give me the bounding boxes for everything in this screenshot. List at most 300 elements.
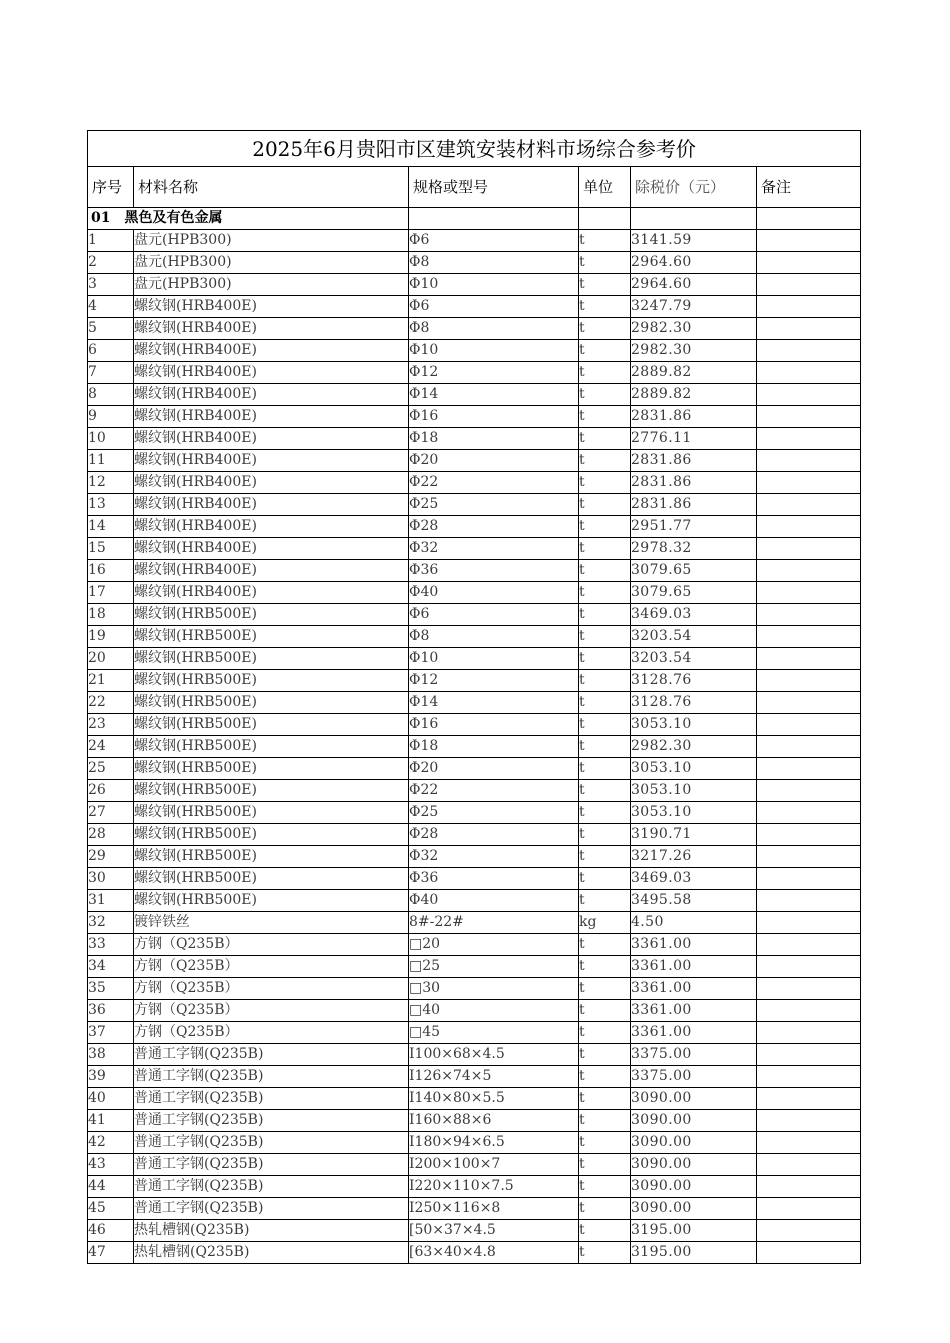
table-row [88, 626, 861, 648]
cell-material-name: 螺纹钢(HRB500E) [134, 648, 409, 670]
cell-note [757, 362, 861, 384]
cell-material-name: 普通工字钢(Q235B) [134, 1088, 409, 1110]
cell-specification: Φ36 [409, 560, 579, 582]
cell-material-name: 螺纹钢(HRB500E) [134, 670, 409, 692]
cell-specification: I126×74×5 [409, 1066, 579, 1088]
cell-unit: t [579, 1132, 631, 1154]
cell-price: 2982.30 [631, 340, 757, 362]
cell-index: 6 [88, 340, 134, 362]
cell-specification: [50×37×4.5 [409, 1220, 579, 1242]
table-row [88, 450, 861, 472]
cell-price: 2831.86 [631, 450, 757, 472]
cell-material-name: 螺纹钢(HRB400E) [134, 318, 409, 340]
table-row [88, 736, 861, 758]
cell-note [757, 472, 861, 494]
cell-specification: 8#-22# [409, 912, 579, 934]
cell-unit: t [579, 868, 631, 890]
table-row [88, 384, 861, 406]
cell-price: 3053.10 [631, 780, 757, 802]
cell-specification: Φ16 [409, 714, 579, 736]
cell-index: 16 [88, 560, 134, 582]
cell-material-name: 方钢（Q235B） [134, 956, 409, 978]
cell-unit: t [579, 450, 631, 472]
cell-specification: □25 [409, 956, 579, 978]
cell-note [757, 1176, 861, 1198]
cell-price: 2982.30 [631, 736, 757, 758]
cell-specification: I180×94×6.5 [409, 1132, 579, 1154]
cell-specification: Φ8 [409, 252, 579, 274]
cell-index: 30 [88, 868, 134, 890]
table-row [88, 560, 861, 582]
table-row [88, 362, 861, 384]
cell-note [757, 1066, 861, 1088]
cell-index: 11 [88, 450, 134, 472]
cell-note [757, 846, 861, 868]
cell-note [757, 340, 861, 362]
cell-index: 18 [88, 604, 134, 626]
cell-price: 3469.03 [631, 604, 757, 626]
category-spec-cell [409, 208, 579, 230]
cell-unit: t [579, 1110, 631, 1132]
cell-price: 2831.86 [631, 406, 757, 428]
cell-note [757, 824, 861, 846]
cell-unit: t [579, 406, 631, 428]
table-row [88, 1044, 861, 1066]
cell-material-name: 螺纹钢(HRB500E) [134, 802, 409, 824]
table-row [88, 1022, 861, 1044]
cell-note [757, 604, 861, 626]
category-group-cell [88, 208, 409, 230]
cell-unit: t [579, 362, 631, 384]
cell-specification: Φ20 [409, 758, 579, 780]
cell-index: 42 [88, 1132, 134, 1154]
table-row [88, 692, 861, 714]
category-note-cell [757, 208, 861, 230]
cell-unit: t [579, 1220, 631, 1242]
cell-index: 31 [88, 890, 134, 912]
cell-material-name: 方钢（Q235B） [134, 1000, 409, 1022]
cell-index: 4 [88, 296, 134, 318]
table-row [88, 912, 861, 934]
cell-price: 3079.65 [631, 560, 757, 582]
cell-unit: t [579, 538, 631, 560]
cell-price: 3203.54 [631, 648, 757, 670]
cell-index: 1 [88, 230, 134, 252]
cell-index: 35 [88, 978, 134, 1000]
cell-index: 41 [88, 1110, 134, 1132]
table-row [88, 868, 861, 890]
cell-price: 3375.00 [631, 1044, 757, 1066]
cell-material-name: 螺纹钢(HRB500E) [134, 890, 409, 912]
cell-unit: t [579, 560, 631, 582]
cell-index: 29 [88, 846, 134, 868]
category-label: 黑色及有色金属 [124, 210, 223, 226]
price-table-container [87, 130, 860, 1264]
cell-specification: Φ40 [409, 582, 579, 604]
cell-unit: t [579, 648, 631, 670]
cell-note [757, 802, 861, 824]
cell-material-name: 螺纹钢(HRB400E) [134, 582, 409, 604]
cell-note [757, 1022, 861, 1044]
table-row [88, 802, 861, 824]
cell-unit: t [579, 296, 631, 318]
cell-note [757, 318, 861, 340]
cell-price: 3090.00 [631, 1088, 757, 1110]
cell-price: 3141.59 [631, 230, 757, 252]
cell-note [757, 1198, 861, 1220]
table-row [88, 1132, 861, 1154]
cell-price: 3090.00 [631, 1154, 757, 1176]
cell-price: 3361.00 [631, 1022, 757, 1044]
table-row [88, 714, 861, 736]
cell-price: 3190.71 [631, 824, 757, 846]
cell-index: 24 [88, 736, 134, 758]
cell-index: 10 [88, 428, 134, 450]
table-row [88, 956, 861, 978]
cell-price: 3495.58 [631, 890, 757, 912]
cell-material-name: 热轧槽钢(Q235B) [134, 1220, 409, 1242]
cell-specification: Φ14 [409, 384, 579, 406]
cell-price: 3195.00 [631, 1242, 757, 1264]
cell-material-name: 螺纹钢(HRB400E) [134, 384, 409, 406]
cell-material-name: 普通工字钢(Q235B) [134, 1154, 409, 1176]
cell-index: 33 [88, 934, 134, 956]
table-body [88, 131, 861, 1264]
table-header-row [88, 167, 861, 208]
cell-specification: I160×88×6 [409, 1110, 579, 1132]
cell-material-name: 方钢（Q235B） [134, 978, 409, 1000]
cell-specification: Φ22 [409, 780, 579, 802]
table-row [88, 582, 861, 604]
cell-material-name: 螺纹钢(HRB400E) [134, 406, 409, 428]
table-row [88, 472, 861, 494]
cell-price: 3361.00 [631, 956, 757, 978]
cell-material-name: 方钢（Q235B） [134, 1022, 409, 1044]
column-header-price: 除税价（元） [631, 167, 757, 208]
cell-material-name: 螺纹钢(HRB500E) [134, 604, 409, 626]
cell-material-name: 普通工字钢(Q235B) [134, 1110, 409, 1132]
cell-index: 13 [88, 494, 134, 516]
cell-specification: □30 [409, 978, 579, 1000]
cell-specification: Φ40 [409, 890, 579, 912]
cell-specification: Φ18 [409, 736, 579, 758]
cell-index: 19 [88, 626, 134, 648]
cell-unit: t [579, 1154, 631, 1176]
table-row [88, 1066, 861, 1088]
cell-index: 20 [88, 648, 134, 670]
cell-specification: Φ12 [409, 670, 579, 692]
cell-specification: Φ6 [409, 604, 579, 626]
cell-specification: Φ10 [409, 274, 579, 296]
cell-material-name: 螺纹钢(HRB500E) [134, 692, 409, 714]
cell-material-name: 螺纹钢(HRB400E) [134, 450, 409, 472]
cell-unit: t [579, 582, 631, 604]
cell-unit: t [579, 670, 631, 692]
cell-specification: Φ36 [409, 868, 579, 890]
cell-material-name: 螺纹钢(HRB400E) [134, 494, 409, 516]
cell-specification: □45 [409, 1022, 579, 1044]
cell-note [757, 736, 861, 758]
table-row [88, 824, 861, 846]
table-row [88, 934, 861, 956]
cell-unit: t [579, 890, 631, 912]
table-row [88, 230, 861, 252]
table-row [88, 252, 861, 274]
cell-note [757, 296, 861, 318]
cell-material-name: 普通工字钢(Q235B) [134, 1176, 409, 1198]
column-header-unit: 单位 [579, 167, 631, 208]
cell-material-name: 方钢（Q235B） [134, 934, 409, 956]
table-row [88, 1000, 861, 1022]
table-row [88, 1088, 861, 1110]
cell-index: 14 [88, 516, 134, 538]
cell-price: 2951.77 [631, 516, 757, 538]
cell-note [757, 670, 861, 692]
cell-specification: Φ18 [409, 428, 579, 450]
cell-price: 3217.26 [631, 846, 757, 868]
cell-unit: t [579, 1044, 631, 1066]
cell-price: 3469.03 [631, 868, 757, 890]
cell-index: 3 [88, 274, 134, 296]
cell-index: 40 [88, 1088, 134, 1110]
table-row [88, 1110, 861, 1132]
cell-material-name: 螺纹钢(HRB500E) [134, 780, 409, 802]
cell-price: 2831.86 [631, 472, 757, 494]
cell-unit: t [579, 252, 631, 274]
category-group-row [88, 208, 861, 230]
cell-unit: t [579, 274, 631, 296]
cell-note [757, 714, 861, 736]
cell-material-name: 螺纹钢(HRB400E) [134, 428, 409, 450]
table-row [88, 890, 861, 912]
cell-price: 3361.00 [631, 1000, 757, 1022]
cell-note [757, 934, 861, 956]
column-header-note: 备注 [757, 167, 861, 208]
cell-index: 32 [88, 912, 134, 934]
cell-material-name: 螺纹钢(HRB400E) [134, 538, 409, 560]
cell-unit: t [579, 802, 631, 824]
cell-price: 3128.76 [631, 670, 757, 692]
cell-note [757, 384, 861, 406]
table-row [88, 406, 861, 428]
cell-unit: t [579, 1176, 631, 1198]
cell-unit: t [579, 1000, 631, 1022]
cell-specification: I100×68×4.5 [409, 1044, 579, 1066]
cell-unit: t [579, 604, 631, 626]
cell-note [757, 780, 861, 802]
cell-specification: □40 [409, 1000, 579, 1022]
cell-note [757, 1088, 861, 1110]
cell-material-name: 螺纹钢(HRB400E) [134, 472, 409, 494]
cell-price: 2776.11 [631, 428, 757, 450]
cell-index: 5 [88, 318, 134, 340]
column-header-index: 序号 [88, 167, 134, 208]
cell-material-name: 螺纹钢(HRB400E) [134, 362, 409, 384]
cell-unit: t [579, 1088, 631, 1110]
cell-price: 2889.82 [631, 362, 757, 384]
cell-note [757, 956, 861, 978]
cell-material-name: 热轧槽钢(Q235B) [134, 1242, 409, 1264]
cell-note [757, 428, 861, 450]
cell-unit: t [579, 1242, 631, 1264]
cell-specification: Φ25 [409, 494, 579, 516]
table-row [88, 538, 861, 560]
cell-index: 36 [88, 1000, 134, 1022]
cell-index: 26 [88, 780, 134, 802]
cell-material-name: 螺纹钢(HRB500E) [134, 758, 409, 780]
cell-price: 3361.00 [631, 934, 757, 956]
cell-price: 3247.79 [631, 296, 757, 318]
cell-note [757, 274, 861, 296]
cell-price: 3053.10 [631, 758, 757, 780]
table-row [88, 1176, 861, 1198]
cell-note [757, 252, 861, 274]
cell-specification: Φ32 [409, 538, 579, 560]
cell-unit: t [579, 934, 631, 956]
cell-unit: t [579, 428, 631, 450]
cell-material-name: 螺纹钢(HRB500E) [134, 714, 409, 736]
cell-index: 7 [88, 362, 134, 384]
cell-price: 2978.32 [631, 538, 757, 560]
table-row [88, 494, 861, 516]
cell-unit: t [579, 494, 631, 516]
cell-price: 3053.10 [631, 714, 757, 736]
table-row [88, 1198, 861, 1220]
cell-note [757, 516, 861, 538]
cell-index: 9 [88, 406, 134, 428]
cell-index: 2 [88, 252, 134, 274]
table-row [88, 648, 861, 670]
cell-material-name: 螺纹钢(HRB500E) [134, 846, 409, 868]
cell-note [757, 406, 861, 428]
table-row [88, 428, 861, 450]
cell-note [757, 1000, 861, 1022]
cell-index: 39 [88, 1066, 134, 1088]
cell-note [757, 868, 861, 890]
cell-index: 8 [88, 384, 134, 406]
table-row [88, 1242, 861, 1264]
cell-price: 2831.86 [631, 494, 757, 516]
cell-price: 3203.54 [631, 626, 757, 648]
cell-unit: t [579, 1022, 631, 1044]
cell-price: 3090.00 [631, 1110, 757, 1132]
cell-specification: Φ8 [409, 318, 579, 340]
cell-material-name: 盘元(HPB300) [134, 230, 409, 252]
cell-note [757, 1110, 861, 1132]
cell-index: 47 [88, 1242, 134, 1264]
cell-material-name: 普通工字钢(Q235B) [134, 1132, 409, 1154]
cell-price: 3361.00 [631, 978, 757, 1000]
cell-note [757, 560, 861, 582]
cell-index: 12 [88, 472, 134, 494]
cell-material-name: 普通工字钢(Q235B) [134, 1066, 409, 1088]
cell-unit: t [579, 956, 631, 978]
cell-note [757, 1242, 861, 1264]
cell-unit: t [579, 340, 631, 362]
cell-unit: t [579, 516, 631, 538]
cell-index: 23 [88, 714, 134, 736]
table-row [88, 274, 861, 296]
cell-index: 25 [88, 758, 134, 780]
cell-material-name: 螺纹钢(HRB400E) [134, 296, 409, 318]
cell-unit: t [579, 230, 631, 252]
cell-specification: Φ16 [409, 406, 579, 428]
cell-specification: Φ14 [409, 692, 579, 714]
cell-unit: t [579, 1066, 631, 1088]
cell-note [757, 1044, 861, 1066]
cell-note [757, 230, 861, 252]
cell-specification: Φ20 [409, 450, 579, 472]
cell-specification: I220×110×7.5 [409, 1176, 579, 1198]
cell-specification: Φ28 [409, 824, 579, 846]
cell-note [757, 450, 861, 472]
cell-price: 3090.00 [631, 1132, 757, 1154]
cell-unit: t [579, 714, 631, 736]
table-row [88, 604, 861, 626]
table-row [88, 978, 861, 1000]
cell-unit: t [579, 780, 631, 802]
cell-index: 17 [88, 582, 134, 604]
cell-specification: Φ8 [409, 626, 579, 648]
cell-material-name: 盘元(HPB300) [134, 274, 409, 296]
cell-specification: Φ6 [409, 230, 579, 252]
cell-unit: t [579, 384, 631, 406]
cell-price: 3375.00 [631, 1066, 757, 1088]
cell-price: 3090.00 [631, 1176, 757, 1198]
cell-unit: t [579, 626, 631, 648]
cell-unit: t [579, 692, 631, 714]
category-code: 01 [91, 210, 111, 226]
cell-material-name: 镀锌铁丝 [134, 912, 409, 934]
cell-note [757, 758, 861, 780]
cell-unit: kg [579, 912, 631, 934]
cell-material-name: 螺纹钢(HRB500E) [134, 736, 409, 758]
cell-specification: [63×40×4.8 [409, 1242, 579, 1264]
cell-note [757, 494, 861, 516]
cell-price: 3195.00 [631, 1220, 757, 1242]
column-header-name: 材料名称 [134, 167, 409, 208]
cell-index: 22 [88, 692, 134, 714]
cell-note [757, 978, 861, 1000]
cell-specification: Φ12 [409, 362, 579, 384]
cell-note [757, 912, 861, 934]
cell-index: 34 [88, 956, 134, 978]
cell-price: 3053.10 [631, 802, 757, 824]
cell-material-name: 盘元(HPB300) [134, 252, 409, 274]
table-row [88, 670, 861, 692]
table-row [88, 1154, 861, 1176]
table-row [88, 780, 861, 802]
table-row [88, 846, 861, 868]
cell-specification: I200×100×7 [409, 1154, 579, 1176]
table-row [88, 340, 861, 362]
cell-unit: t [579, 846, 631, 868]
cell-note [757, 1220, 861, 1242]
cell-note [757, 1154, 861, 1176]
cell-price: 2982.30 [631, 318, 757, 340]
cell-unit: t [579, 318, 631, 340]
cell-index: 27 [88, 802, 134, 824]
cell-index: 15 [88, 538, 134, 560]
cell-material-name: 螺纹钢(HRB400E) [134, 516, 409, 538]
cell-unit: t [579, 758, 631, 780]
material-price-table [87, 130, 861, 1264]
cell-index: 21 [88, 670, 134, 692]
cell-unit: t [579, 472, 631, 494]
cell-index: 37 [88, 1022, 134, 1044]
table-row [88, 318, 861, 340]
cell-material-name: 普通工字钢(Q235B) [134, 1044, 409, 1066]
